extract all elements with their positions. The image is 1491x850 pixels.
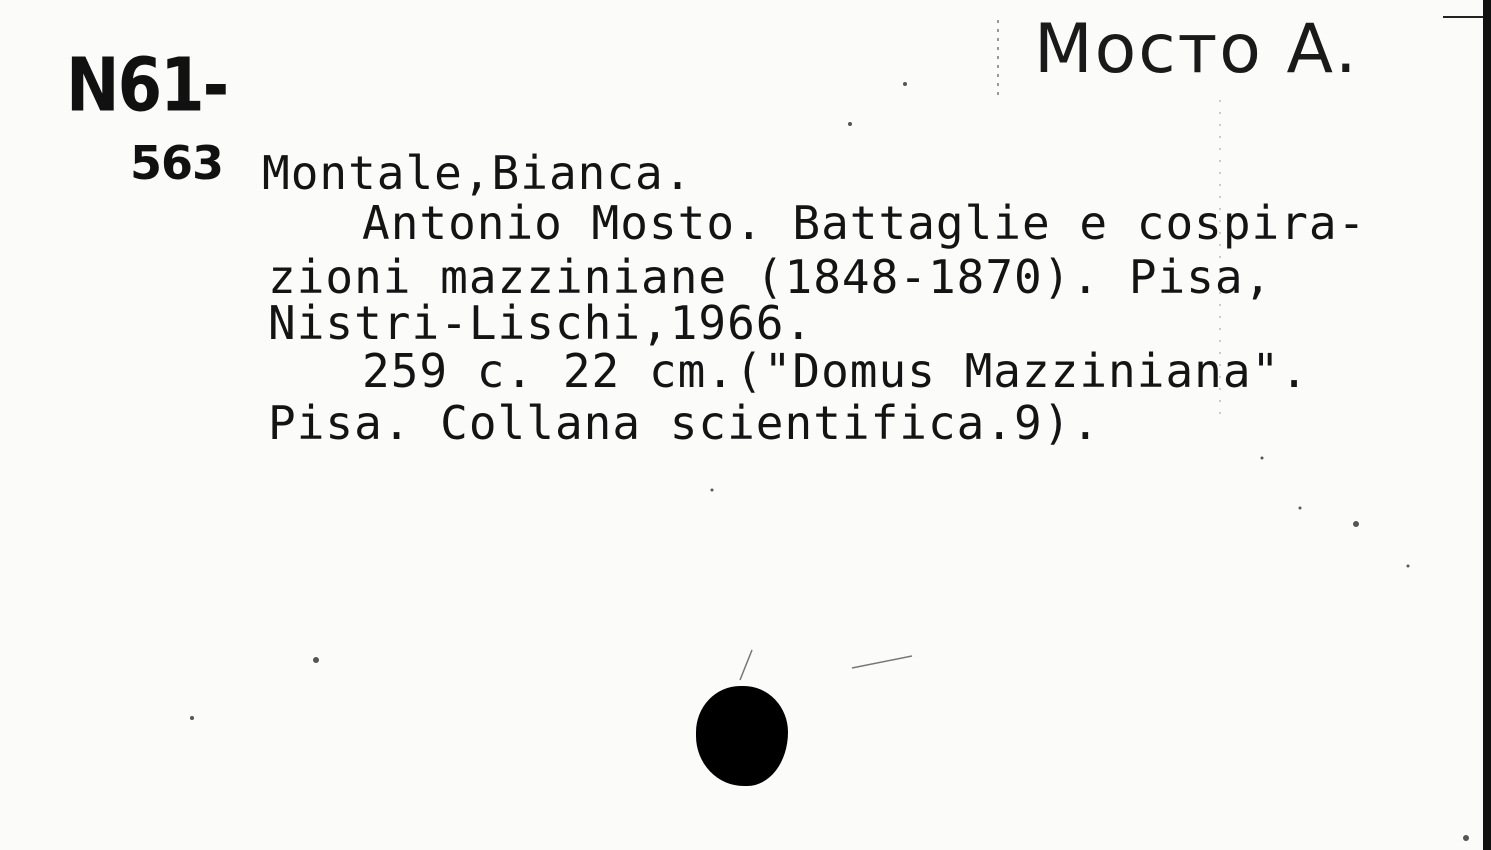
handwritten-call-number-suffix: 563 bbox=[130, 136, 224, 190]
collation-line: 259 c. 22 cm.("Domus Mazziniana". bbox=[362, 344, 1309, 398]
title-line: Antonio Mosto. Battaglie e cospira- bbox=[362, 196, 1367, 250]
author-line: Montale,Bianca. bbox=[262, 146, 693, 200]
punch-hole bbox=[696, 686, 788, 786]
handwritten-heading: Мосто А. bbox=[1034, 10, 1359, 89]
handwritten-call-number: N61- bbox=[66, 44, 228, 130]
series-line: Pisa. Collana scientifica.9). bbox=[268, 396, 1101, 450]
publisher-line: Nistri-Lischi,1966. bbox=[268, 296, 814, 350]
title-line-continued: zioni mazziniane (1848-1870). Pisa, bbox=[268, 250, 1273, 304]
